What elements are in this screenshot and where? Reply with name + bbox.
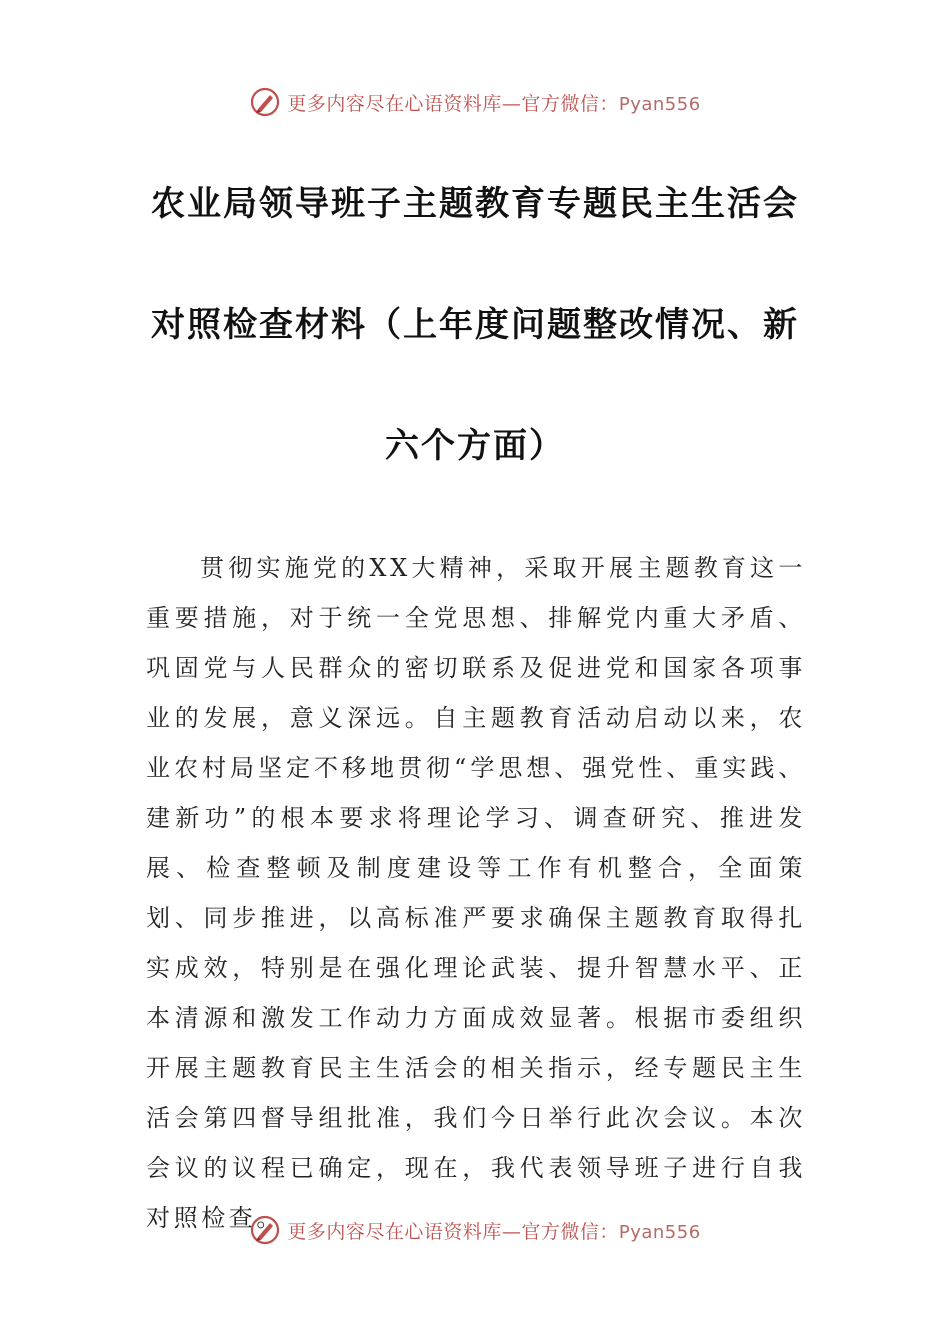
watermark-contact: Pyan556 [618, 1221, 701, 1243]
watermark-label: 更多内容尽在心语资料库—官方微信： [287, 92, 619, 115]
body-paragraph: 贯彻实施党的XX大精神，采取开展主题教育这一重要措施，对于统一全党思想、排解党内重大矛盾、巩固党与人民群众的密切联系及促进党和国家各项事业的发展，意义深远。自主题教育活动启动以来，农业农村局坚定不移地贯彻“学思想、强党性、重实践、建新功”的根本要求将理论学习、调查研究、推进发展、检查整顿及制度建设等工作有机整合，全面策划、同步推进，以高标准严要求确保主题教育取得扎实成效，特别是在强化理论武装、提升智慧水平、正本清源和激发工作动力方面成效显著。根据市委组织开展主题教育民主生活会的相关指示，经专题民主生活会第四督导组批准，我们今日举行此次会议。本次会议的议程已确定，现在，我代表领导班子进行自我对照检查。 [146, 554, 806, 1232]
pen-logo-icon [249, 1214, 281, 1246]
watermark-label: 更多内容尽在心语资料库—官方微信： [287, 1220, 619, 1243]
footer-watermark [0, 1210, 950, 1250]
pen-logo-icon [249, 86, 281, 118]
document-title-line-1: 农业局领导班子主题教育专题民主生活会 [151, 184, 799, 224]
watermark-text [287, 89, 700, 116]
header-watermark [0, 82, 950, 122]
watermark-text [287, 1217, 700, 1244]
document-title-line-2: 对照检查材料（上年度问题整改情况、新 [151, 305, 799, 345]
document-title-line-3: 六个方面） [385, 426, 565, 466]
watermark-contact: Pyan556 [618, 93, 701, 115]
